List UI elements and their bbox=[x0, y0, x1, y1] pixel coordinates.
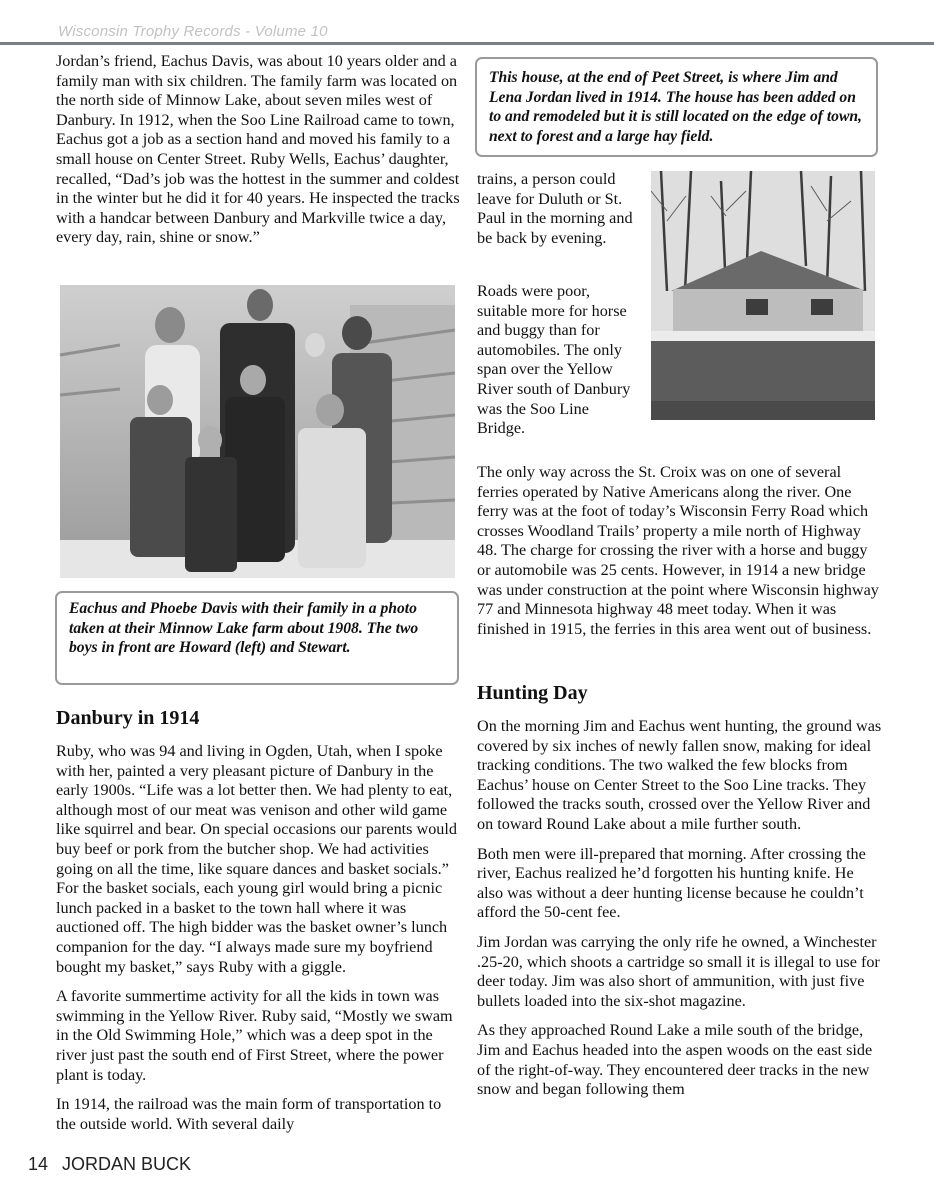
page-footer bbox=[28, 1154, 191, 1175]
hunting-text bbox=[477, 717, 882, 1100]
footer-author: JORDAN BUCK bbox=[62, 1154, 192, 1174]
section-heading-danbury: Danbury in 1914 bbox=[56, 707, 200, 729]
ruby-paragraph-3: In 1914, the railroad was the main form of transportation to the outside world. With several daily bbox=[56, 1095, 442, 1133]
running-header: Wisconsin Trophy Records - Volume 10 bbox=[58, 23, 328, 40]
ruby-paragraph-1: Ruby, who was 94 and living in Ogden, Utah, when I spoke with her, painted a very pleasant picture of Danbury in the early 1900s. “Life was a lot better then. We had plenty to eat, although most of our meat was venison and other wild game like squirrel and bear. On special occasions our parents would buy beef or pork from the butcher shop. We had activities going on all the time, like square dances and basket socials.” For the basket socials, each young girl would bring a picnic lunch packed in a basket to the town hall where it was auctioned off. The high bidder was the basket owner’s lunch companion for the day. “I always made sure my boyfriend bought my basket,” says Ruby with a giggle. bbox=[56, 742, 457, 976]
hunting-paragraph-4: As they approached Round Lake a mile south of the bridge, Jim and Eachus headed into the aspen woods on the east side of the right-of-way. They encountered deer tracks in the new snow and began following them bbox=[477, 1021, 873, 1099]
page-number: 14 bbox=[28, 1154, 49, 1174]
house-photo bbox=[651, 171, 875, 420]
ferry-paragraph: The only way across the St. Croix was on one of several ferries operated by Native Americans along the river. One ferry was at the foot of today’s Wisconsin Ferry Road which crosses Woodland Trails’ property a mile north of Highway 48. The charge for crossing the river with a horse and buggy or automobile was 25 cents. However, in 1914 a new bridge was under construction at the point where Wisconsin highway 77 and Minnesota highway 48 meet today. When it was finished in 1915, the ferries in this area went out of business. bbox=[477, 463, 879, 638]
hunting-paragraph-2: Both men were ill-prepared that morning. After crossing the river, Eachus realized he’d forgotten his hunting knife. He also was without a deer hunting license because he couldn’t afford the 50-cent fee. bbox=[477, 844, 866, 922]
ruby-paragraph bbox=[56, 742, 464, 1134]
family-photo bbox=[60, 285, 455, 578]
family-photo-caption: Eachus and Phoebe Davis with their family in a photo taken at their Minnow Lake farm about 1908. The two boys in front are Howard (left) and Stewart. bbox=[55, 591, 459, 685]
ruby-paragraph-2: A favorite summertime activity for all the kids in town was swimming in the Yellow River. Ruby said, “Mostly we swam in the Old Swimming Hole,” which was a deep spot in the river just past the south end of First Street, where the power plant is today. bbox=[56, 987, 453, 1084]
hunting-paragraph-3: Jim Jordan was carrying the only rife he owned, a Winchester .25-20, which shoots a cartridge so small it is illegal to use for deer today. Jim was also short of ammunition, with just five bullets loaded into the six-shot magazine. bbox=[477, 932, 880, 1010]
intro-paragraph: Jordan’s friend, Eachus Davis, was about 10 years older and a family man with six children. The family farm was located on the north side of Minnow Lake, about seven miles west of Danbury. In 1912, when the Soo Line Railroad came to town, Eachus got a job as a section hand and moved his family to a small house on Center Street. Ruby Wells, Eachus’ daughter, recalled, “Dad’s job was the hottest in the summer and coldest in the winter but he did it for 40 years. He inspected the tracks with a handcar between Danbury and Markville twice a day, every day, rain, shine or snow.” bbox=[56, 52, 460, 247]
roads-paragraph: Roads were poor, suitable more for horse and buggy than for automobiles. The only span over the Yellow River south of Danbury was the Soo Line Bridge. bbox=[477, 282, 631, 438]
house-photo-caption: This house, at the end of Peet Street, is where Jim and Lena Jordan lived in 1914. The house has been added on to and remodeled but it is still located on the edge of town, next to forest and a large hay field. bbox=[475, 57, 878, 157]
trains-paragraph: trains, a person could leave for Duluth or St. Paul in the morning and be back by evening. bbox=[477, 170, 633, 247]
hunting-paragraph-1: On the morning Jim and Eachus went hunting, the ground was covered by six inches of newly fallen snow, making for ideal tracking conditions. The two walked the few blocks from Eachus’ house on Center Street to the Soo Line tracks. They followed the tracks south, crossed over the Yellow River and on toward Round Lake about a mile further south. bbox=[477, 717, 882, 833]
section-heading-hunting-day: Hunting Day bbox=[477, 682, 588, 704]
header-rule bbox=[0, 42, 934, 45]
